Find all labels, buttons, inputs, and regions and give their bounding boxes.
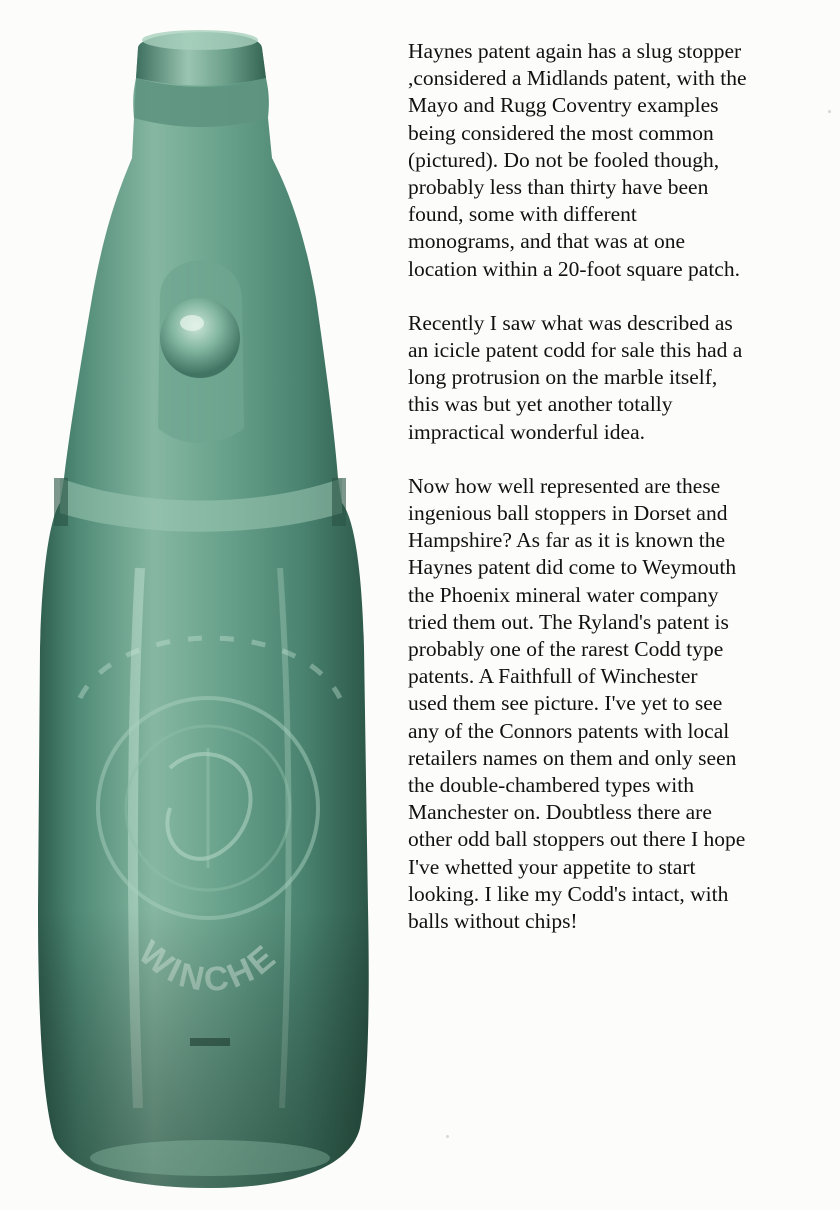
scan-speck [828,110,831,113]
paragraph-haynes-patent: Haynes patent again has a slug stopper ,considered a Midlands patent, with the Mayo and Rugg Coventry examples being considered the most common (pictured). Do not be fooled though, probably less than thirty have been found, some with different monograms, and that was at one location within a 20-foot square patch. [408,39,747,281]
bottle-illustration [20,8,380,1193]
paragraph-dorset-hampshire: Now how well represented are these ingenious ball stoppers in Dorset and Hampshire? As far as it is known the Haynes patent did come to Weymouth the Phoenix mineral water company tried them out. The Ryland's patent is probably one of the rarest Codd type patents. A Faithfull of Winchester used them see picture. I've yet to see any of the Connors patents with local retailers names on them and only seen the double-chambered types with Manchester on. Doubtless there are other odd ball stoppers out there I hope I've whetted your appetite to start looking. I like my Codd's intact, with balls without chips! [408,473,746,934]
scan-speck [446,1135,449,1138]
codd-bottle-photo [20,8,380,1193]
paragraph-icicle-patent: Recently I saw what was described as an icicle patent codd for sale this had a long protrusion on the marble itself, this was but yet another totally impractical wonderful idea. [408,310,743,444]
article-text [408,38,828,962]
bottle-mouth [142,30,258,50]
codd-marble [160,298,240,378]
